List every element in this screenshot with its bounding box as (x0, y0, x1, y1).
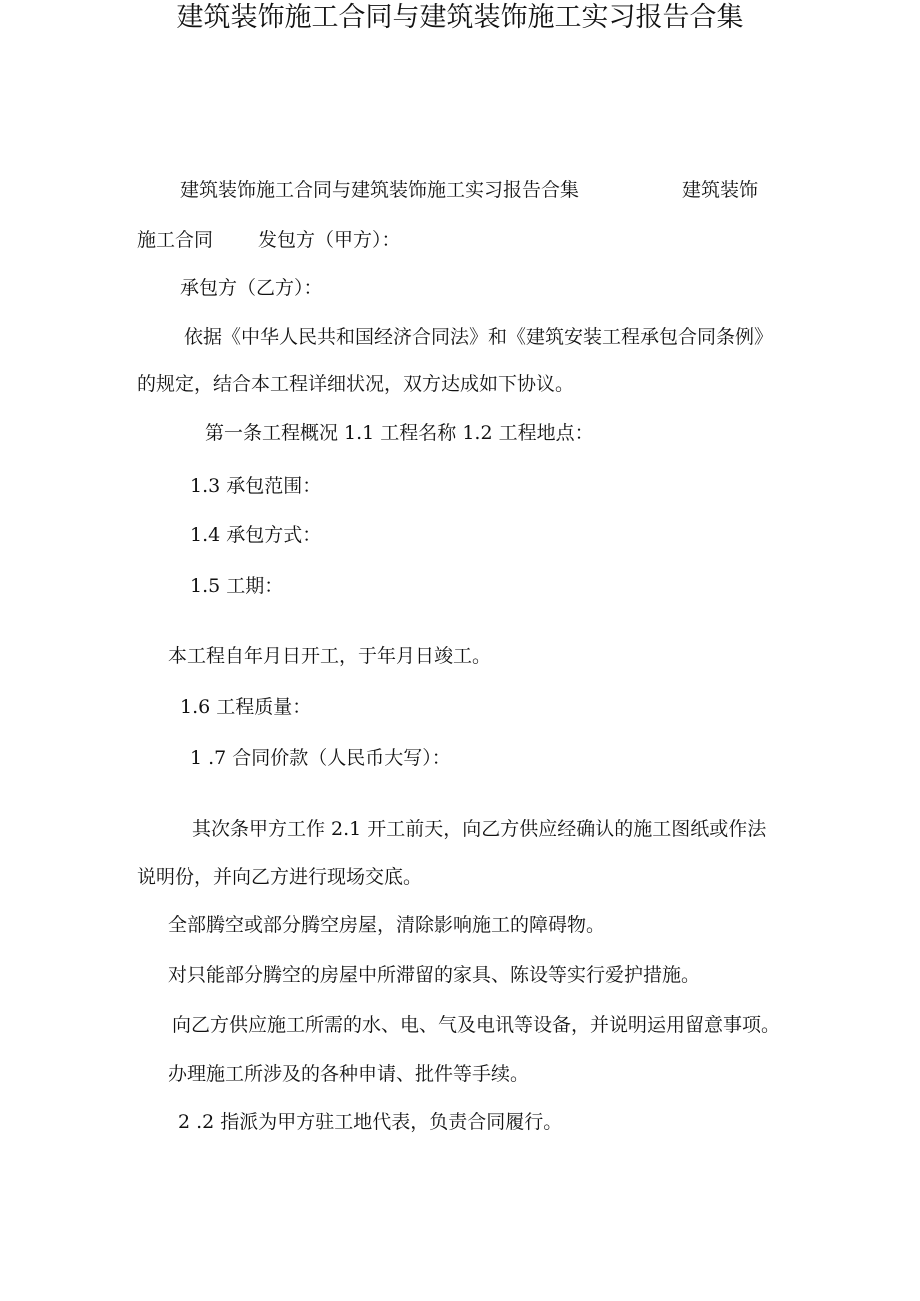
document-title: 建筑装饰施工合同与建筑装饰施工实习报告合集 (176, 2, 744, 33)
paragraph-line: 说明份，并向乙方进行现场交底。 (137, 866, 423, 888)
party-a-field: 发包方（甲方）： (258, 229, 401, 251)
clause-line: 1.6 工程质量： (180, 696, 312, 718)
paragraph-line: 全部腾空或部分腾空房屋，清除影响施工的障碍物。 (168, 914, 606, 936)
clause-line: 1 .7 合同价款（人民币大写）： (190, 747, 451, 769)
subtitle-line: 建筑装饰施工合同与建筑装饰施工实习报告合集 (180, 179, 580, 201)
subtitle-line-tail: 建筑装饰 (682, 179, 759, 201)
clause-line: 2 .2 指派为甲方驻工地代表，负责合同履行。 (178, 1111, 563, 1133)
paragraph-line: 的规定，结合本工程详细状况，双方达成如下协议。 (137, 373, 575, 395)
paragraph-line: 办理施工所涉及的各种申请、批件等手续。 (168, 1063, 530, 1085)
contract-heading: 施工合同 (137, 229, 214, 251)
clause-line: 1.3 承包范围： (190, 475, 322, 497)
paragraph-line: 本工程自年月日开工，于年月日竣工。 (168, 645, 492, 667)
article-1-heading: 第一条工程概况 1.1 工程名称 1.2 工程地点： (205, 422, 594, 444)
party-b-field: 承包方（乙方）： (180, 277, 323, 299)
paragraph-line: 向乙方供应施工所需的水、电、气及电讯等设备，并说明运用留意事项。 (172, 1014, 781, 1036)
paragraph-line: 依据《中华人民共和国经济合同法》和《建筑安装工程承包合同条例》 (184, 326, 774, 348)
clause-line: 1.4 承包方式： (190, 524, 322, 546)
paragraph-line: 对只能部分腾空的房屋中所滞留的家具、陈设等实行爱护措施。 (168, 964, 701, 986)
article-2-heading: 其次条甲方工作 2.1 开工前天，向乙方供应经确认的施工图纸或作法 (192, 818, 767, 840)
clause-line: 1.5 工期： (190, 575, 284, 597)
